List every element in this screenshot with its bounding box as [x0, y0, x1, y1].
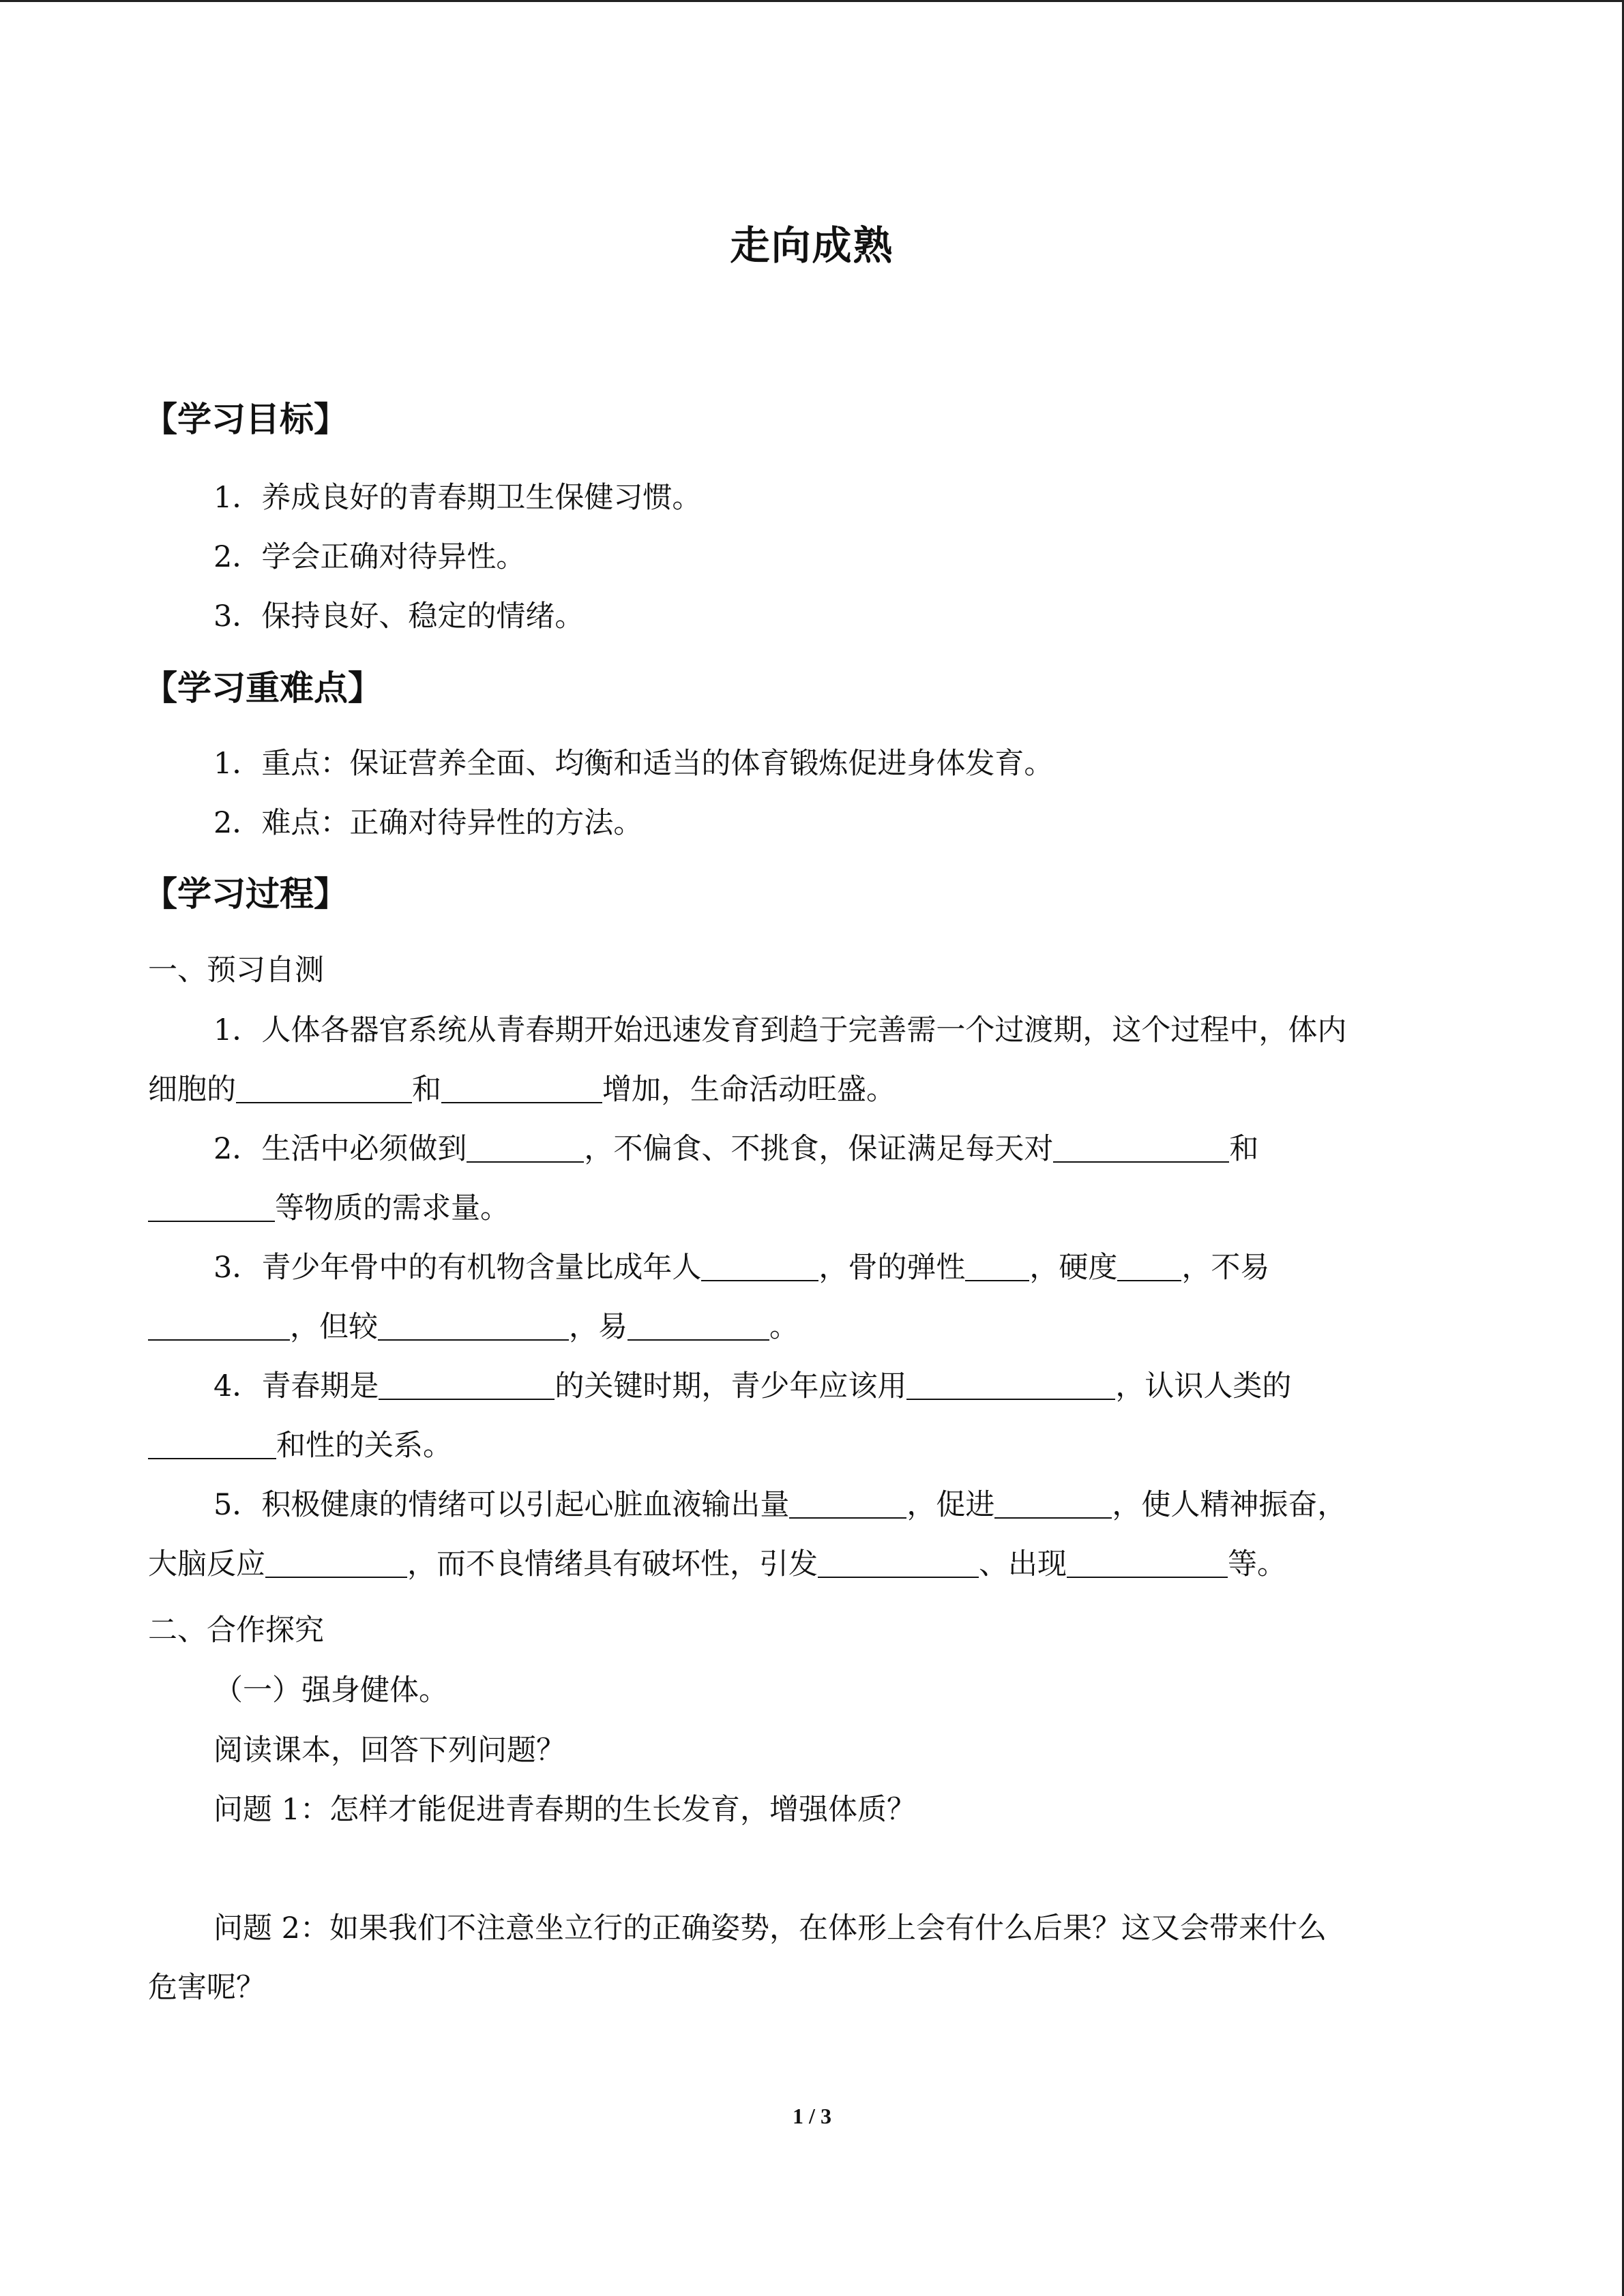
question-5-line-1: [213, 1485, 1346, 1525]
instruction-text: 阅读课本，回答下列问题？: [213, 1733, 565, 1768]
question-2-line-1: [213, 1129, 1258, 1169]
question-2-text: 等物质的需求量。: [275, 1191, 510, 1225]
key-point-item: 1．重点：保证营养全面、均衡和适当的体育锻炼促进身体发育。: [213, 747, 1054, 781]
answer-blank[interactable]: [628, 1309, 769, 1341]
key-points-heading: 【学习重难点】: [143, 668, 382, 708]
answer-blank[interactable]: [148, 1191, 275, 1222]
discussion-question-2-line-2: 危害呢？: [148, 1971, 265, 2005]
question-3-line-2: [148, 1307, 799, 1347]
answer-blank[interactable]: [236, 1072, 412, 1103]
answer-blank[interactable]: [265, 1547, 407, 1578]
process-heading: 【学习过程】: [143, 874, 348, 914]
answer-blank[interactable]: [378, 1309, 569, 1341]
question-3-text: ，骨的弹性: [818, 1251, 966, 1285]
answer-blank[interactable]: [818, 1547, 979, 1578]
question-2-line-2: [148, 1188, 510, 1229]
page-title: 走向成熟: [730, 222, 894, 269]
question-5-text: 、出现: [979, 1547, 1067, 1581]
question-5-text: 5．积极健康的情绪可以引起心脏血液输出量: [213, 1488, 790, 1522]
question-3-line-1: [213, 1247, 1269, 1288]
question-1-line-1: [213, 1010, 1346, 1051]
question-3-text: ，不易: [1181, 1251, 1270, 1285]
question-4-text: 和性的关系。: [276, 1429, 452, 1463]
key-point-item: 2．难点：正确对待异性的方法。: [213, 806, 643, 840]
objective-item: 2．学会正确对待异性。: [213, 540, 526, 574]
answer-blank[interactable]: [379, 1369, 555, 1400]
answer-blank[interactable]: [1053, 1131, 1229, 1163]
objective-item: 1．养成良好的青春期卫生保健习惯。: [213, 481, 702, 515]
answer-blank[interactable]: [906, 1369, 1115, 1400]
question-2-text: 2．生活中必须做到: [213, 1132, 467, 1166]
answer-blank[interactable]: [701, 1250, 818, 1281]
question-1-text: 和: [412, 1073, 441, 1107]
question-5-text: ，促进: [906, 1488, 995, 1522]
answer-blank[interactable]: [148, 1428, 276, 1459]
question-4-text: 的关键时期，青少年应该用: [555, 1369, 907, 1403]
question-5-text: ，而不良情绪具有破坏性，引发: [407, 1547, 818, 1581]
question-5-text: 大脑反应: [148, 1547, 265, 1581]
answer-blank[interactable]: [994, 1487, 1112, 1519]
question-1-text: 细胞的: [148, 1073, 236, 1107]
question-3-text: ，易: [569, 1310, 628, 1344]
answer-blank[interactable]: [1067, 1547, 1228, 1578]
objectives-heading: 【学习目标】: [143, 400, 348, 439]
answer-blank[interactable]: [148, 1309, 290, 1341]
question-1-text: 1．人体各器官系统从青春期开始迅速发育到趋于完善需一个过渡期，这个过程中，体内: [213, 1013, 1347, 1047]
objective-item: 3．保持良好、稳定的情绪。: [213, 599, 585, 633]
discussion-question-1: 问题 1：怎样才能促进青春期的生长发育，增强体质？: [213, 1793, 917, 1827]
question-3-text: 3．青少年骨中的有机物含量比成年人: [213, 1251, 702, 1285]
question-3-text: 。: [769, 1310, 799, 1344]
question-3-text: ，硬度: [1029, 1251, 1118, 1285]
part2-title: 二、合作探究: [148, 1613, 324, 1648]
question-1-text: 增加，生命活动旺盛。: [602, 1073, 896, 1107]
answer-blank[interactable]: [789, 1487, 906, 1519]
part1-title: 一、预习自测: [148, 953, 324, 987]
question-5-text: 等。: [1228, 1547, 1286, 1581]
question-2-text: 和: [1229, 1132, 1259, 1166]
answer-blank[interactable]: [1117, 1250, 1181, 1281]
question-4-text: 4．青春期是: [213, 1369, 379, 1403]
question-5-text: ，使人精神振奋，: [1112, 1488, 1347, 1522]
discussion-question-2-line-1: 问题 2：如果我们不注意坐立行的正确姿势，在体形上会有什么后果？这又会带来什么: [213, 1911, 1327, 1945]
subsection-title: （一）强身健体。: [213, 1673, 448, 1708]
question-4-line-1: [213, 1366, 1291, 1407]
question-3-text: ，但较: [290, 1310, 378, 1344]
answer-blank[interactable]: [441, 1072, 602, 1103]
page-number: 1 / 3: [793, 2104, 831, 2128]
answer-blank[interactable]: [467, 1131, 584, 1163]
question-2-text: ，不偏食、不挑食，保证满足每天对: [584, 1132, 1054, 1166]
question-5-line-2: [148, 1544, 1286, 1585]
question-4-line-2: [148, 1425, 452, 1466]
question-4-text: ，认识人类的: [1115, 1369, 1292, 1403]
answer-blank[interactable]: [965, 1250, 1029, 1281]
question-1-line-2: [148, 1069, 896, 1110]
